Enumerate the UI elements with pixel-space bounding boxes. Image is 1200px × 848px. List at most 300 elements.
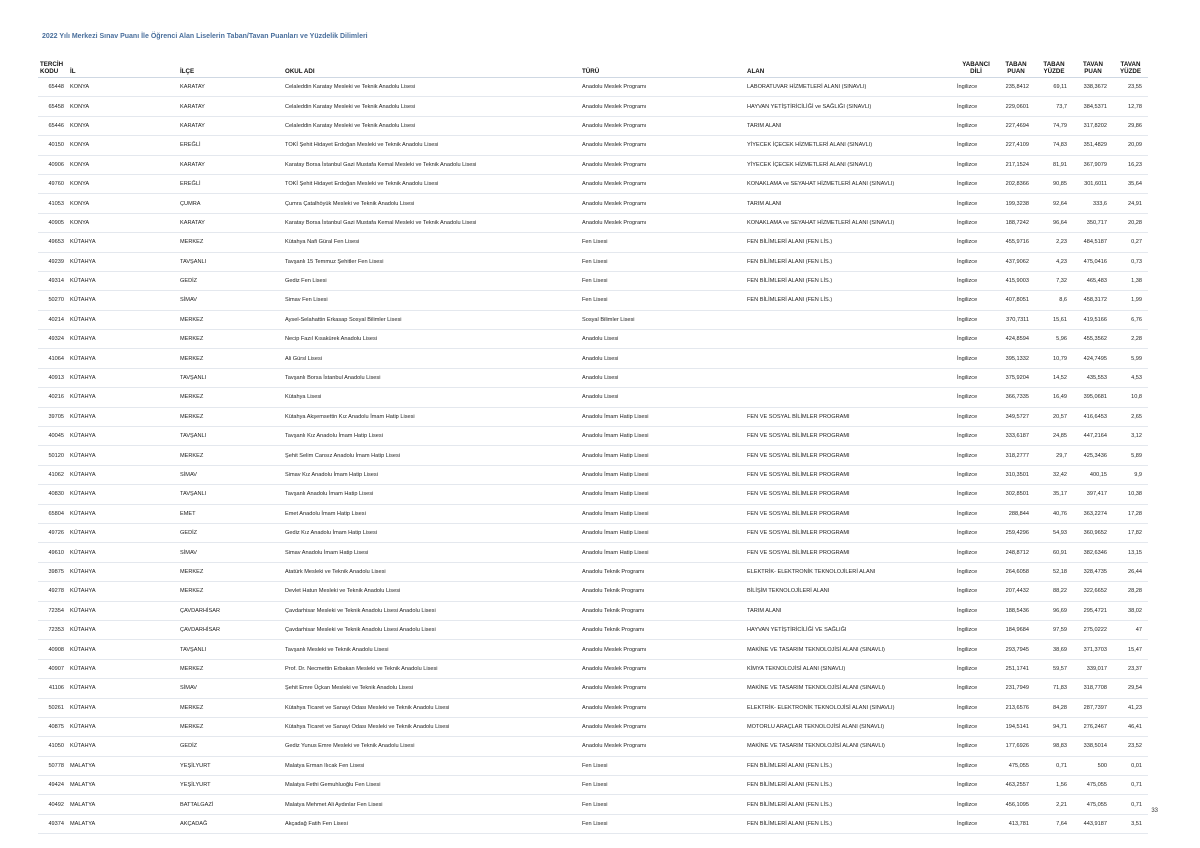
cell-alan: FEN BİLİMLERİ ALANI (FEN LİS.) — [745, 233, 955, 252]
table-row — [38, 776, 1148, 795]
cell-taban-puan: 395,1332 — [997, 349, 1035, 368]
cell-okul-adi: Simav Fen Lisesi — [283, 291, 580, 310]
cell-tercih-kodu: 41062 — [38, 465, 68, 484]
cell-tercih-kodu: 49374 — [38, 814, 68, 833]
cell-tercih-kodu: 49653 — [38, 233, 68, 252]
cell-okul-adi: Prof. Dr. Necmettin Erbakan Mesleki ve Teknik Anadolu Lisesi — [283, 659, 580, 678]
cell-tavan-puan: 382,6346 — [1073, 543, 1113, 562]
cell-yabanci-dili: İngilizce — [955, 717, 997, 736]
cell-taban-puan: 248,8712 — [997, 543, 1035, 562]
cell-alan: FEN BİLİMLERİ ALANI (FEN LİS.) — [745, 291, 955, 310]
cell-il: KÜTAHYA — [68, 562, 178, 581]
cell-alan — [745, 310, 955, 329]
cell-tavan-puan: 465,483 — [1073, 271, 1113, 290]
header-taban-puan: TABAN PUAN — [997, 53, 1035, 78]
cell-ilce: MERKEZ — [178, 349, 283, 368]
cell-tercih-kodu: 40905 — [38, 213, 68, 232]
cell-taban-puan: 177,6926 — [997, 737, 1035, 756]
cell-taban-yuzde: 20,57 — [1035, 407, 1073, 426]
cell-taban-puan: 217,1524 — [997, 155, 1035, 174]
cell-tercih-kodu: 39705 — [38, 407, 68, 426]
cell-alan: KONAKLAMA ve SEYAHAT HİZMETLERİ ALANI (SINAVLI) — [745, 174, 955, 193]
cell-il: KÜTAHYA — [68, 485, 178, 504]
cell-taban-yuzde: 14,52 — [1035, 368, 1073, 387]
cell-yabanci-dili: İngilizce — [955, 136, 997, 155]
cell-tercih-kodu: 49610 — [38, 543, 68, 562]
table-row — [38, 213, 1148, 232]
cell-taban-puan: 227,4694 — [997, 116, 1035, 135]
cell-yabanci-dili: İngilizce — [955, 465, 997, 484]
cell-okul-adi: Celaleddin Karatay Mesleki ve Teknik Anadolu Lisesi — [283, 97, 580, 116]
cell-taban-puan: 251,1741 — [997, 659, 1035, 678]
cell-ilce: ÇAVDARHİSAR — [178, 601, 283, 620]
cell-ilce: TAVŞANLI — [178, 252, 283, 271]
cell-tercih-kodu: 72353 — [38, 620, 68, 639]
cell-ilce: TAVŞANLI — [178, 485, 283, 504]
cell-tavan-puan: 338,5014 — [1073, 737, 1113, 756]
cell-taban-yuzde: 24,85 — [1035, 427, 1073, 446]
header-tercih-kodu: TERCİH KODU — [38, 53, 68, 78]
table-row — [38, 271, 1148, 290]
table-row — [38, 504, 1148, 523]
cell-il: KONYA — [68, 213, 178, 232]
table-row — [38, 659, 1148, 678]
cell-alan: HAYVAN YETİŞTİRİCİLİĞİ VE SAĞLIĞI — [745, 620, 955, 639]
cell-tavan-yuzde: 3,51 — [1113, 814, 1148, 833]
cell-ilce: MERKEZ — [178, 330, 283, 349]
cell-il: KÜTAHYA — [68, 640, 178, 659]
cell-taban-puan: 366,7335 — [997, 388, 1035, 407]
cell-okul-adi: Tavşanlı Anadolu İmam Hatip Lisesi — [283, 485, 580, 504]
cell-tavan-puan: 397,417 — [1073, 485, 1113, 504]
cell-taban-yuzde: 69,11 — [1035, 78, 1073, 97]
cell-alan: TARIM ALANI — [745, 601, 955, 620]
cell-tavan-puan: 367,9079 — [1073, 155, 1113, 174]
table-row — [38, 523, 1148, 542]
cell-taban-puan: 199,3238 — [997, 194, 1035, 213]
cell-tavan-yuzde: 1,99 — [1113, 291, 1148, 310]
cell-ilce: SİMAV — [178, 679, 283, 698]
cell-il: KÜTAHYA — [68, 310, 178, 329]
cell-taban-puan: 310,3501 — [997, 465, 1035, 484]
cell-taban-yuzde: 59,57 — [1035, 659, 1073, 678]
cell-tercih-kodu: 49424 — [38, 776, 68, 795]
cell-turu: Anadolu İmam Hatip Lisesi — [580, 523, 745, 542]
cell-tavan-yuzde: 17,28 — [1113, 504, 1148, 523]
cell-okul-adi: Akçadağ Fatih Fen Lisesi — [283, 814, 580, 833]
cell-yabanci-dili: İngilizce — [955, 756, 997, 775]
cell-taban-puan: 227,4109 — [997, 136, 1035, 155]
cell-okul-adi: Devlet Hatun Mesleki ve Teknik Anadolu Lisesi — [283, 582, 580, 601]
cell-yabanci-dili: İngilizce — [955, 582, 997, 601]
cell-tercih-kodu: 50778 — [38, 756, 68, 775]
cell-taban-yuzde: 16,49 — [1035, 388, 1073, 407]
cell-yabanci-dili: İngilizce — [955, 504, 997, 523]
cell-taban-puan: 194,5141 — [997, 717, 1035, 736]
cell-tercih-kodu: 65804 — [38, 504, 68, 523]
cell-tercih-kodu: 49278 — [38, 582, 68, 601]
cell-turu: Anadolu Meslek Programı — [580, 659, 745, 678]
cell-turu: Fen Lisesi — [580, 776, 745, 795]
cell-alan: FEN BİLİMLERİ ALANI (FEN LİS.) — [745, 756, 955, 775]
table-row — [38, 543, 1148, 562]
cell-tavan-puan: 338,3672 — [1073, 78, 1113, 97]
cell-tavan-yuzde: 2,28 — [1113, 330, 1148, 349]
header-turu: TÜRÜ — [580, 53, 745, 78]
cell-okul-adi: Çavdarhisar Mesleki ve Teknik Anadolu Lisesi Anadolu Lisesi — [283, 620, 580, 639]
cell-tavan-yuzde: 15,47 — [1113, 640, 1148, 659]
cell-tavan-yuzde: 41,23 — [1113, 698, 1148, 717]
cell-alan: YİYECEK İÇECEK HİZMETLERİ ALANI (SINAVLI) — [745, 155, 955, 174]
cell-il: MALATYA — [68, 795, 178, 814]
cell-il: KONYA — [68, 194, 178, 213]
cell-alan: FEN BİLİMLERİ ALANI (FEN LİS.) — [745, 814, 955, 833]
cell-taban-yuzde: 32,42 — [1035, 465, 1073, 484]
cell-okul-adi: Malatya Erman Ilıcak Fen Lisesi — [283, 756, 580, 775]
cell-tavan-puan: 458,3172 — [1073, 291, 1113, 310]
cell-okul-adi: Gediz Kız Anadolu İmam Hatip Lisesi — [283, 523, 580, 542]
cell-alan: TARIM ALANI — [745, 116, 955, 135]
cell-il: KONYA — [68, 136, 178, 155]
cell-yabanci-dili: İngilizce — [955, 97, 997, 116]
cell-taban-yuzde: 97,59 — [1035, 620, 1073, 639]
cell-taban-puan: 333,6187 — [997, 427, 1035, 446]
cell-tercih-kodu: 40216 — [38, 388, 68, 407]
cell-tavan-puan: 447,2164 — [1073, 427, 1113, 446]
cell-tavan-puan: 360,9652 — [1073, 523, 1113, 542]
cell-tavan-puan: 318,7708 — [1073, 679, 1113, 698]
table-row — [38, 814, 1148, 833]
cell-taban-yuzde: 40,76 — [1035, 504, 1073, 523]
cell-il: KONYA — [68, 97, 178, 116]
table-body — [38, 78, 1148, 834]
cell-tavan-yuzde: 10,8 — [1113, 388, 1148, 407]
cell-ilce: TAVŞANLI — [178, 427, 283, 446]
cell-tavan-yuzde: 47 — [1113, 620, 1148, 639]
cell-tercih-kodu: 49760 — [38, 174, 68, 193]
cell-okul-adi: Gediz Yunus Emre Mesleki ve Teknik Anadolu Lisesi — [283, 737, 580, 756]
cell-okul-adi: Malatya Fethi Gemuhluoğlu Fen Lisesi — [283, 776, 580, 795]
cell-yabanci-dili: İngilizce — [955, 795, 997, 814]
table-row — [38, 737, 1148, 756]
cell-yabanci-dili: İngilizce — [955, 679, 997, 698]
cell-taban-yuzde: 98,83 — [1035, 737, 1073, 756]
cell-tavan-puan: 276,2467 — [1073, 717, 1113, 736]
cell-il: KÜTAHYA — [68, 620, 178, 639]
cell-turu: Anadolu İmam Hatip Lisesi — [580, 543, 745, 562]
cell-ilce: ÇAVDARHİSAR — [178, 620, 283, 639]
cell-tavan-yuzde: 4,53 — [1113, 368, 1148, 387]
cell-turu: Anadolu Teknik Programı — [580, 601, 745, 620]
cell-taban-puan: 455,9716 — [997, 233, 1035, 252]
cell-tercih-kodu: 49324 — [38, 330, 68, 349]
scores-table — [38, 53, 1148, 834]
cell-il: MALATYA — [68, 756, 178, 775]
cell-tavan-yuzde: 16,23 — [1113, 155, 1148, 174]
cell-taban-yuzde: 10,79 — [1035, 349, 1073, 368]
cell-ilce: SİMAV — [178, 291, 283, 310]
cell-tavan-puan: 371,3703 — [1073, 640, 1113, 659]
cell-tavan-yuzde: 2,65 — [1113, 407, 1148, 426]
table-row — [38, 756, 1148, 775]
cell-tavan-yuzde: 23,37 — [1113, 659, 1148, 678]
cell-turu: Anadolu Meslek Programı — [580, 136, 745, 155]
cell-yabanci-dili: İngilizce — [955, 174, 997, 193]
cell-yabanci-dili: İngilizce — [955, 252, 997, 271]
cell-yabanci-dili: İngilizce — [955, 698, 997, 717]
table-row — [38, 97, 1148, 116]
cell-tavan-yuzde: 13,15 — [1113, 543, 1148, 562]
table-row — [38, 233, 1148, 252]
cell-tavan-yuzde: 20,09 — [1113, 136, 1148, 155]
cell-turu: Anadolu Meslek Programı — [580, 717, 745, 736]
cell-taban-yuzde: 1,56 — [1035, 776, 1073, 795]
cell-okul-adi: Kütahya Akşemsettin Kız Anadolu İmam Hatip Lisesi — [283, 407, 580, 426]
cell-tavan-yuzde: 5,89 — [1113, 446, 1148, 465]
cell-tercih-kodu: 40875 — [38, 717, 68, 736]
cell-taban-puan: 456,1095 — [997, 795, 1035, 814]
cell-okul-adi: Tavşanlı Mesleki ve Teknik Anadolu Lisesi — [283, 640, 580, 659]
cell-tavan-puan: 322,6652 — [1073, 582, 1113, 601]
cell-yabanci-dili: İngilizce — [955, 78, 997, 97]
cell-tercih-kodu: 65448 — [38, 78, 68, 97]
cell-okul-adi: Emet Anadolu İmam Hatip Lisesi — [283, 504, 580, 523]
cell-tavan-puan: 328,4735 — [1073, 562, 1113, 581]
cell-tavan-yuzde: 38,02 — [1113, 601, 1148, 620]
cell-ilce: MERKEZ — [178, 388, 283, 407]
cell-alan — [745, 349, 955, 368]
cell-tavan-puan: 475,055 — [1073, 776, 1113, 795]
cell-tercih-kodu: 41050 — [38, 737, 68, 756]
table-row — [38, 562, 1148, 581]
cell-turu: Anadolu İmam Hatip Lisesi — [580, 485, 745, 504]
cell-turu: Fen Lisesi — [580, 271, 745, 290]
cell-yabanci-dili: İngilizce — [955, 776, 997, 795]
cell-tavan-puan: 425,3436 — [1073, 446, 1113, 465]
table-row — [38, 252, 1148, 271]
cell-tavan-puan: 455,3562 — [1073, 330, 1113, 349]
cell-okul-adi: Kütahya Ticaret ve Sanayi Odası Mesleki ve Teknik Anadolu Lisesi — [283, 698, 580, 717]
cell-tercih-kodu: 40908 — [38, 640, 68, 659]
cell-ilce: KARATAY — [178, 155, 283, 174]
cell-alan: FEN VE SOSYAL BİLİMLER PROGRAMI — [745, 446, 955, 465]
cell-taban-puan: 288,844 — [997, 504, 1035, 523]
cell-alan: FEN VE SOSYAL BİLİMLER PROGRAMI — [745, 407, 955, 426]
cell-taban-yuzde: 5,96 — [1035, 330, 1073, 349]
cell-taban-yuzde: 4,23 — [1035, 252, 1073, 271]
cell-il: KÜTAHYA — [68, 523, 178, 542]
cell-tercih-kodu: 50261 — [38, 698, 68, 717]
cell-taban-puan: 207,4432 — [997, 582, 1035, 601]
cell-yabanci-dili: İngilizce — [955, 659, 997, 678]
cell-ilce: KARATAY — [178, 97, 283, 116]
cell-tavan-puan: 475,055 — [1073, 795, 1113, 814]
cell-okul-adi: Kütahya Lisesi — [283, 388, 580, 407]
cell-tercih-kodu: 50270 — [38, 291, 68, 310]
cell-il: MALATYA — [68, 776, 178, 795]
cell-ilce: GEDİZ — [178, 737, 283, 756]
cell-alan: FEN VE SOSYAL BİLİMLER PROGRAMI — [745, 485, 955, 504]
cell-taban-yuzde: 35,17 — [1035, 485, 1073, 504]
table-row — [38, 465, 1148, 484]
cell-yabanci-dili: İngilizce — [955, 427, 997, 446]
cell-yabanci-dili: İngilizce — [955, 155, 997, 174]
table-row — [38, 310, 1148, 329]
cell-tavan-puan: 333,6 — [1073, 194, 1113, 213]
cell-turu: Anadolu İmam Hatip Lisesi — [580, 427, 745, 446]
cell-alan: FEN BİLİMLERİ ALANI (FEN LİS.) — [745, 776, 955, 795]
cell-turu: Anadolu Lisesi — [580, 388, 745, 407]
cell-ilce: MERKEZ — [178, 717, 283, 736]
cell-tercih-kodu: 49239 — [38, 252, 68, 271]
cell-tercih-kodu: 50120 — [38, 446, 68, 465]
header-tavan-puan: TAVAN PUAN — [1073, 53, 1113, 78]
cell-tavan-puan: 443,9187 — [1073, 814, 1113, 833]
cell-tavan-yuzde: 9,9 — [1113, 465, 1148, 484]
cell-okul-adi: Malatya Mehmet Ali Aydınlar Fen Lisesi — [283, 795, 580, 814]
cell-okul-adi: Celaleddin Karatay Mesleki ve Teknik Anadolu Lisesi — [283, 78, 580, 97]
cell-taban-yuzde: 2,21 — [1035, 795, 1073, 814]
cell-okul-adi: Çumra Çatalhöyük Mesleki ve Teknik Anadolu Lisesi — [283, 194, 580, 213]
table-row — [38, 155, 1148, 174]
cell-tavan-puan: 363,2274 — [1073, 504, 1113, 523]
cell-tercih-kodu: 39875 — [38, 562, 68, 581]
cell-il: KONYA — [68, 78, 178, 97]
table-row — [38, 601, 1148, 620]
cell-yabanci-dili: İngilizce — [955, 601, 997, 620]
table-row — [38, 368, 1148, 387]
cell-tavan-puan: 287,7397 — [1073, 698, 1113, 717]
cell-taban-yuzde: 96,69 — [1035, 601, 1073, 620]
cell-alan: FEN BİLİMLERİ ALANI (FEN LİS.) — [745, 271, 955, 290]
table-row — [38, 194, 1148, 213]
cell-taban-yuzde: 60,91 — [1035, 543, 1073, 562]
table-row — [38, 388, 1148, 407]
cell-taban-yuzde: 88,22 — [1035, 582, 1073, 601]
cell-yabanci-dili: İngilizce — [955, 349, 997, 368]
cell-il: KÜTAHYA — [68, 679, 178, 698]
cell-okul-adi: Ali Gürsl Lisesi — [283, 349, 580, 368]
cell-okul-adi: Şehit Emre Üçkan Mesleki ve Teknik Anadolu Lisesi — [283, 679, 580, 698]
cell-tavan-puan: 400,15 — [1073, 465, 1113, 484]
table-row — [38, 620, 1148, 639]
cell-turu: Anadolu Meslek Programı — [580, 78, 745, 97]
cell-okul-adi: Tavşanlı Borsa İstanbul Anadolu Lisesi — [283, 368, 580, 387]
cell-yabanci-dili: İngilizce — [955, 291, 997, 310]
cell-okul-adi: Celaleddin Karatay Mesleki ve Teknik Anadolu Lisesi — [283, 116, 580, 135]
cell-tavan-yuzde: 17,82 — [1113, 523, 1148, 542]
cell-tavan-puan: 475,0416 — [1073, 252, 1113, 271]
cell-turu: Anadolu İmam Hatip Lisesi — [580, 446, 745, 465]
cell-alan — [745, 330, 955, 349]
cell-alan: MAKİNE VE TASARIM TEKNOLOJİSİ ALANI (SINAVLI) — [745, 640, 955, 659]
cell-tercih-kodu: 40045 — [38, 427, 68, 446]
cell-il: KÜTAHYA — [68, 271, 178, 290]
cell-turu: Anadolu Teknik Programı — [580, 562, 745, 581]
cell-taban-yuzde: 96,64 — [1035, 213, 1073, 232]
cell-yabanci-dili: İngilizce — [955, 485, 997, 504]
cell-tavan-puan: 395,0681 — [1073, 388, 1113, 407]
header-alan: ALAN — [745, 53, 955, 78]
cell-okul-adi: Şehit Selim Cansız Anadolu İmam Hatip Lisesi — [283, 446, 580, 465]
cell-tavan-puan: 275,0222 — [1073, 620, 1113, 639]
table-header-row — [38, 53, 1148, 78]
cell-ilce: MERKEZ — [178, 659, 283, 678]
cell-turu: Anadolu Meslek Programı — [580, 679, 745, 698]
cell-tavan-puan: 350,717 — [1073, 213, 1113, 232]
cell-il: KÜTAHYA — [68, 291, 178, 310]
cell-taban-yuzde: 7,64 — [1035, 814, 1073, 833]
cell-il: KÜTAHYA — [68, 427, 178, 446]
cell-okul-adi: Kütahya Ticaret ve Sanayi Odası Mesleki ve Teknik Anadolu Lisesi — [283, 717, 580, 736]
cell-il: KÜTAHYA — [68, 717, 178, 736]
cell-turu: Anadolu Lisesi — [580, 330, 745, 349]
cell-alan: KONAKLAMA ve SEYAHAT HİZMETLERİ ALANI (SINAVLI) — [745, 213, 955, 232]
cell-il: KONYA — [68, 174, 178, 193]
cell-alan: KİMYA TEKNOLOJİSİ ALANI (SINAVLI) — [745, 659, 955, 678]
cell-tavan-puan: 301,6011 — [1073, 174, 1113, 193]
cell-okul-adi: TOKİ Şehit Hidayet Erdoğan Mesleki ve Teknik Anadolu Lisesi — [283, 136, 580, 155]
cell-okul-adi: Gediz Fen Lisesi — [283, 271, 580, 290]
cell-ilce: TAVŞANLI — [178, 368, 283, 387]
header-yabanci-dili: YABANCI DİLİ — [955, 53, 997, 78]
cell-taban-puan: 188,5436 — [997, 601, 1035, 620]
cell-alan: YİYECEK İÇECEK HİZMETLERİ ALANI (SINAVLI) — [745, 136, 955, 155]
cell-taban-puan: 202,8366 — [997, 174, 1035, 193]
cell-tavan-yuzde: 5,99 — [1113, 349, 1148, 368]
cell-taban-yuzde: 94,71 — [1035, 717, 1073, 736]
cell-tavan-yuzde: 10,38 — [1113, 485, 1148, 504]
cell-alan: FEN VE SOSYAL BİLİMLER PROGRAMI — [745, 523, 955, 542]
cell-tavan-yuzde: 24,91 — [1113, 194, 1148, 213]
cell-alan: FEN VE SOSYAL BİLİMLER PROGRAMI — [745, 427, 955, 446]
cell-yabanci-dili: İngilizce — [955, 330, 997, 349]
cell-il: KÜTAHYA — [68, 368, 178, 387]
cell-alan: MOTORLU ARAÇLAR TEKNOLOJİSİ ALANI (SINAVLI) — [745, 717, 955, 736]
cell-il: KÜTAHYA — [68, 349, 178, 368]
table-row — [38, 116, 1148, 135]
table-row — [38, 349, 1148, 368]
cell-turu: Anadolu İmam Hatip Lisesi — [580, 504, 745, 523]
cell-okul-adi: Karatay Borsa İstanbul Gazi Mustafa Kemal Mesleki ve Teknik Anadolu Lisesi — [283, 155, 580, 174]
cell-ilce: KARATAY — [178, 78, 283, 97]
cell-il: KÜTAHYA — [68, 543, 178, 562]
cell-taban-yuzde: 8,6 — [1035, 291, 1073, 310]
cell-tavan-puan: 295,4721 — [1073, 601, 1113, 620]
cell-tavan-puan: 317,8202 — [1073, 116, 1113, 135]
table-row — [38, 582, 1148, 601]
cell-okul-adi: Tavşanlı 15 Temmuz Şehitler Fen Lisesi — [283, 252, 580, 271]
cell-ilce: SİMAV — [178, 465, 283, 484]
cell-ilce: GEDİZ — [178, 523, 283, 542]
cell-ilce: MERKEZ — [178, 562, 283, 581]
table-row — [38, 795, 1148, 814]
cell-taban-puan: 463,2557 — [997, 776, 1035, 795]
table-row — [38, 291, 1148, 310]
cell-tercih-kodu: 40906 — [38, 155, 68, 174]
table-row — [38, 485, 1148, 504]
cell-il: KÜTAHYA — [68, 465, 178, 484]
cell-tavan-yuzde: 1,38 — [1113, 271, 1148, 290]
cell-taban-puan: 318,2777 — [997, 446, 1035, 465]
cell-alan: MAKİNE VE TASARIM TEKNOLOJİSİ ALANI (SINAVLI) — [745, 679, 955, 698]
cell-taban-yuzde: 90,85 — [1035, 174, 1073, 193]
cell-ilce: TAVŞANLI — [178, 640, 283, 659]
cell-taban-yuzde: 74,83 — [1035, 136, 1073, 155]
cell-okul-adi: Simav Kız Anadolu İmam Hatip Lisesi — [283, 465, 580, 484]
cell-tavan-yuzde: 0,01 — [1113, 756, 1148, 775]
cell-yabanci-dili: İngilizce — [955, 116, 997, 135]
